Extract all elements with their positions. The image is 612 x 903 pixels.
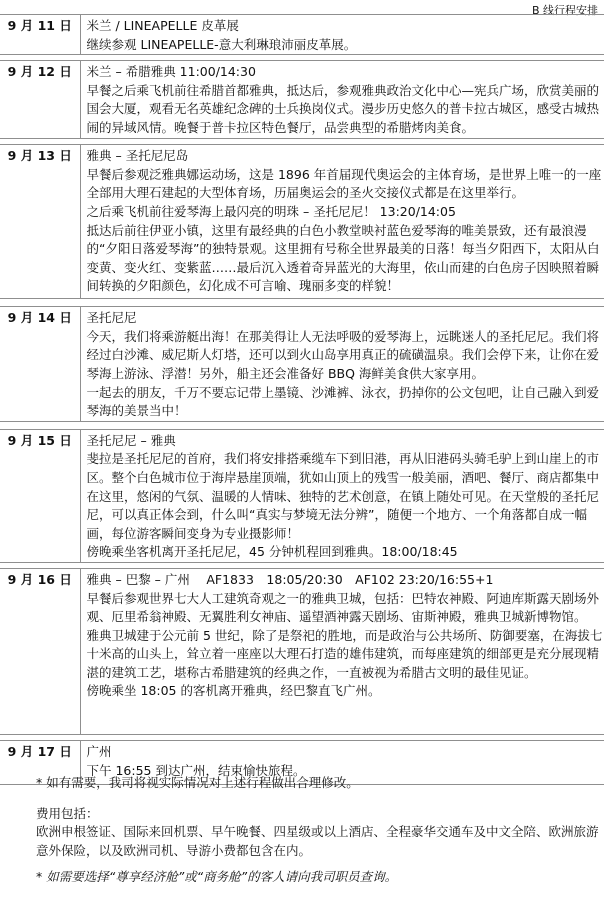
fee-title: 费用包括：: [36, 805, 99, 821]
day-text: 早餐后参观世界七大人工建筑奇观之一的雅典卫城，包括：巴特农神殿、阿迪库斯露天剧场外观、厄里希翁神殿、无翼胜利女神庙、遥望酒神露天剧场、宙斯神殿，雅典卫城新博物馆。: [86, 590, 600, 625]
day-text: 早餐后参观泛雅典娜运动场，这是 1896 年首届现代奥运会的主体育场，是世界上唯一的一座全部用大理石建起的大型体育场，历届奥运会的圣火交接仪式都是在这里举行。: [86, 166, 602, 201]
day-date: 9 月 12 日: [0, 61, 80, 139]
fee-text: 欧洲申根签证、国际来回机票、早午晚餐、四星级或以上酒店、全程豪华交通车及中文全陪、欧洲旅游意外保险，以及欧洲司机、导游小费都包含在内。: [36, 824, 599, 858]
day-text: 下午 16:55 到达广州，结束愉快旅程。: [86, 762, 306, 778]
day-title: 雅典 – 巴黎 – 广州 AF1833 18:05/20:30 AF102 23:20/16:55+1: [86, 571, 494, 587]
itinerary-table: [0, 14, 604, 785]
day-text: 斐拉是圣托尼尼的首府，我们将安排搭乘缆车下到旧港，再从旧港码头骑毛驴上到山崖上的市区。整个白色城市位于海岸悬崖顶端，犹如山顶上的残雪一般美丽，酒吧、餐厅、商店都集中在这里，悠闲的气氛、温暖的人情味、独特的艺术创意，在镇上随处可见。在天堂般的圣托尼尼，可以真正体会到，什么叫“真实与梦境无法分辨”，随便一个地方、一个角落都自成一幅画，每位游客瞬间变身为专业摄影师！: [86, 451, 600, 541]
day-content: [80, 429, 604, 562]
day-title: 圣托尼尼 – 雅典: [86, 432, 176, 448]
day-title: 米兰 / LINEAPELLE 皮革展: [86, 18, 239, 33]
day-date: 9 月 14 日: [0, 307, 80, 422]
day-title: 圣托尼尼: [86, 310, 137, 326]
day-date: 9 月 16 日: [0, 568, 80, 734]
day-content: [80, 568, 604, 734]
day-title: 雅典 – 圣托尼尼岛: [86, 148, 189, 164]
day-title: 米兰 – 希腊雅典 11:00/14:30: [86, 64, 256, 80]
day-content: [80, 61, 604, 139]
day-text: 抵达后前往伊亚小镇，这里有最经典的白色小教堂映衬蓝色爱琴海的唯美景致，还有最浪漫的“夕阳日落爱琴海”的独特景观。这里拥有号称全世界最美的日落！每当夕阳西下，太阳从白变黄、变火红、变紫蓝……最后沉入透着奇异蓝光的大海里，依山而建的白色房子因映照着瞬间转换的夕阳颜色，幻化成不可言喻、瑰丽多变的样貌！: [86, 222, 600, 294]
table-row: [0, 307, 604, 422]
day-date: 9 月 15 日: [0, 429, 80, 562]
day-text: 一起去的朋友，千万不要忘记带上墨镜、沙滩裤、泳衣，扔掉你的公文包吧，让自己融入到爱琴海的美景当中！: [86, 384, 600, 419]
day-text: 雅典卫城建于公元前 5 世纪，除了是祭祀的胜地，而是政治与公共场所、防御要塞，在海拔七十米高的山头上，耸立着一座座以大理石打造的雄伟建筑，而每座建筑的细部更是充分展现精湛的建筑工艺，堪称古希腊建筑的经典之作，一直被视为希腊古文明的最佳见证。: [86, 627, 603, 680]
day-content: [80, 15, 604, 55]
notes-section: [36, 774, 600, 887]
day-text: 傍晚乘坐客机离开圣托尼尼，45 分钟机程回到雅典。18:00/18:45: [86, 544, 458, 560]
modification-note: * 如有需要，我司将视实际情况对上述行程做出合理修改。: [36, 775, 359, 790]
day-title: 广州: [86, 743, 112, 759]
table-row: [0, 15, 604, 55]
table-row: [0, 429, 604, 562]
day-content: [80, 145, 604, 299]
day-text: 之后乘飞机前往爱琴海上最闪亮的明珠 – 圣托尼尼！ 13:20/14:05: [86, 203, 456, 219]
cabin-note: * 如需要选择“尊享经济舱”或“商务舱”的客人请向我司职员查询。: [36, 869, 398, 885]
day-text: 早餐之后乘飞机前往希腊首都雅典，抵达后，参观雅典政治文化中心—宪兵广场，欣赏美丽的国会大厦，观看无名英雄纪念碑的士兵换岗仪式。漫步历史悠久的普卡拉古城区，感受古城热闹的异域风情。晚餐于普卡拉区特色餐厅，品尝典型的希腊烤肉美食。: [86, 82, 600, 135]
day-date: 9 月 11 日: [0, 15, 80, 55]
page-header-title: B 线行程安排: [531, 4, 598, 17]
day-text: 傍晚乘坐 18:05 的客机离开雅典，经巴黎直飞广州。: [86, 683, 381, 699]
day-date: 9 月 13 日: [0, 145, 80, 299]
day-date: 9 月 17 日: [0, 740, 80, 784]
day-text: 继续参观 LINEAPELLE-意大利琳琅沛丽皮革展。: [86, 36, 357, 52]
day-content: [80, 307, 604, 422]
table-row: [0, 145, 604, 299]
table-row: [0, 568, 604, 734]
table-row: [0, 61, 604, 139]
day-text: 今天，我们将乘游艇出海！在那美得让人无法呼吸的爱琴海上，远眺迷人的圣托尼尼。我们将经过白沙滩、威尼斯人灯塔，还可以到火山岛享用真正的硫磺温泉。我们会停下来，让你在爱琴海上游泳、浮潜！另外，船主还会准备好 BBQ 海鲜美食供大家享用。: [86, 328, 600, 381]
